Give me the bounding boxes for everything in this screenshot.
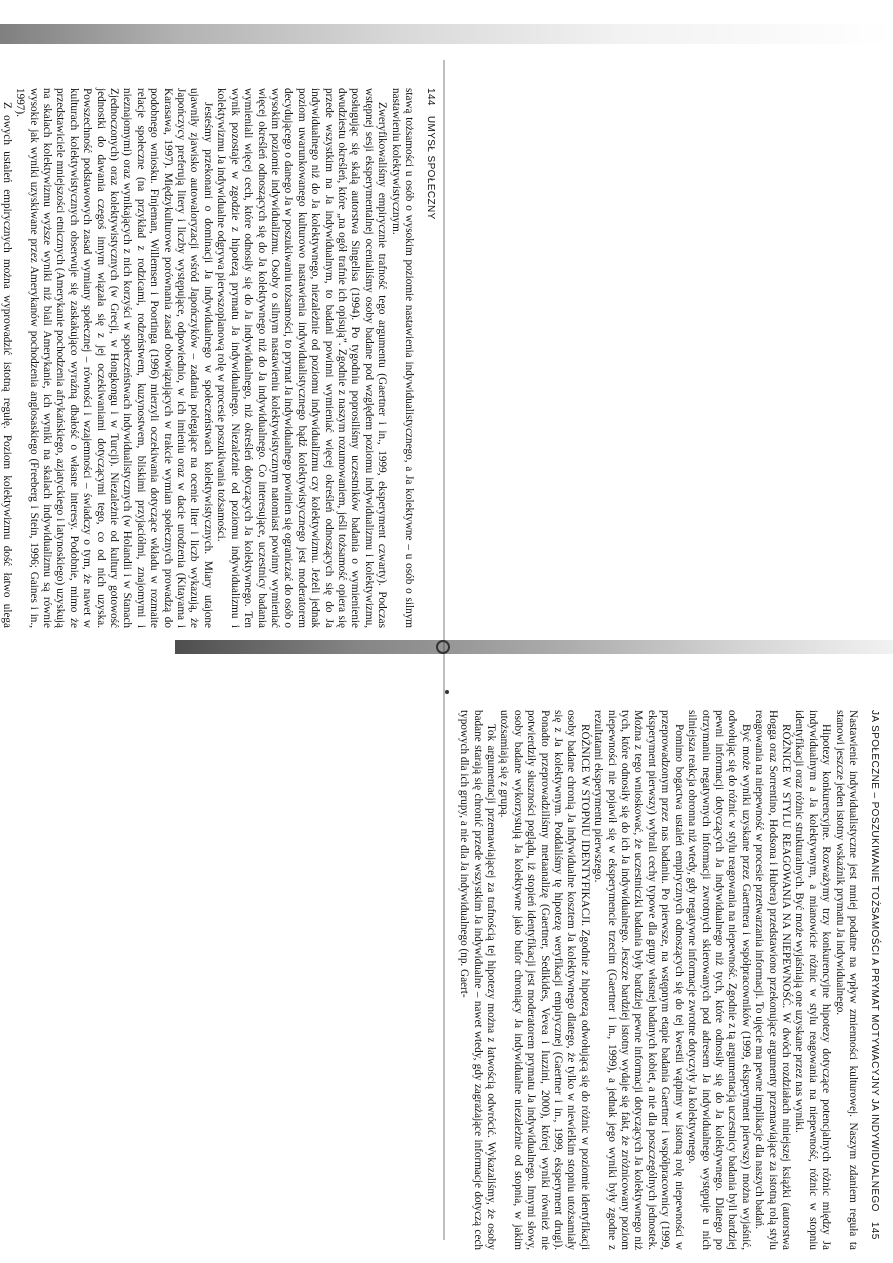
running-head-title: UMYSŁ SPOŁECZNY xyxy=(425,115,436,220)
scan-artifact-middle xyxy=(175,640,893,654)
paragraph: stawą tożsamości u osób o wysokim poziomie nastawienia indywidualistycznego, a Ja kolektywne – u osób o silnym nastawieniu kolektywistycznym. xyxy=(389,88,415,628)
scan-artifact-top xyxy=(0,24,893,44)
running-head-title: JA SPOŁECZNE – POSZUKIWANIE TOŻSAMOŚCI A PRYMAT MOTYWACYJNY JA INDYWIDUALNEGO xyxy=(869,710,880,1212)
running-head-left xyxy=(425,88,436,628)
body-text-left xyxy=(0,88,415,628)
paragraph: Pomimo bogactwa ustaleń empirycznych odnoszących się do tej kwestii wątpimy w istotną rolę niepewności w przeprowadzonym przez nas badaniu. Po pierwsze, na wstępnym etapie badania Gaertner i współpracownicy (1999, eksperyment pierwszy) wybrali cechy typowe dla grupy własnej badanych kobiet, a nie dla poszczególnych jednostek. Można z tego wnioskować, że uczestniczki badania były bardziej pewne informacji dotyczących Ja kolektywnego niż tych, które odnosiły się do ich Ja indywidualnego. Jeszcze bardziej istotny wydaje się fakt, że zróżnicowany poziom niepewności nie pojawił się w eksperymencie trzecim (Gaertner i in., 1999), a jednak jego wyniki były zgodne z rezultatami eksperymentu pierwszego. xyxy=(592,710,685,1250)
scan-dot xyxy=(445,690,449,694)
paragraph: Nastawienie indywidualistyczne jest mniej podatne na wpływ zmienności kulturowej. Naszym zdaniem reguła ta stanowi jeszcze jeden istotny wskaźnik prymatu Ja indywidualnego. xyxy=(833,710,859,1250)
paragraph: RÓŻNICE W STOPNIU IDENTYFIKACJI. Zgodnie z hipotezą odwołującą się do różnic w poziomie identyfikacji osoby badane chronią Ja indywidualne kosztem Ja kolektywnego dlatego, że tylko w niewielkim stopniu utożsamiały się z Ja kolektywnym. Poddaliśmy tę hipotezę weryfikacji empirycznej (Gaertner i in., 1999, eksperyment drugi). Ponadto przeprowadziliśmy metaanalizę (Gaertner, Sedikides, Vevea i Iuzzini, 2000), której wyniki również nie potwierdziły słuszności poglądu, iż stopień identyfikacji jest moderatorem prymatu Ja indywidualnego. Innymi słowy, osoby badane wykorzystują Ja kolektywne jako bufor chroniący Ja indywidualne niezależnie od stopnia, w jakim utożsamiają się z grupą. xyxy=(498,710,591,1250)
running-head-right xyxy=(869,710,880,1250)
paragraph: Być może wyniki uzyskane przez Gaertnera i współpracowników (1999, eksperyment pierwszy) można wyjaśnić, odwołując się do różnic w stylu reagowania na niepewność. Zgodnie z tą argumentacją uczestnicy badania byli bardziej pewni informacji dotyczących Ja indywidualnego niż tych, które odnosiły się do Ja kolektywnego. Dlatego po otrzymaniu negatywnych informacji zwrotnych skierowanych pod adresem Ja indywidualnego występuje u nich silniejsza reakcja obronna niż wtedy, gdy negatywne informacje zwrotne dotyczyły Ja kolektywnego. xyxy=(686,710,752,1250)
paragraph: Hipotezy konkurencyjne. Rozważymy trzy konkurencyjne hipotezy dotyczące potencjalnych różnic między Ja indywidualnym a Ja kolektywnym, a mianowicie różnic w stylu reagowania na niepewność, różnic w stopniu identyfikacji oraz różnic strukturalnych. Być może wyjaśniają one uzyskane przez nas wyniki. xyxy=(793,710,833,1250)
paragraph: RÓŻNICE W STYLU REAGOWANIA NA NIEPEWNOŚĆ. W dwóch rozdziałach niniejszej książki (autorstwa Hogga oraz Sorrentino, Hodsona i Hubera) przedstawiono przekonujące argumenty przemawiające za istotną rolą stylu reagowania na niepewność w procesie przetwarzania informacji. To ujęcie ma pewne implikacje dla naszych badań. xyxy=(753,710,792,1250)
binding-hole xyxy=(436,640,450,654)
paragraph: Tok argumentacji przemawiającej za trafnością tej hipotezy można z łatwością odwrócić. Wykazaliśmy, że osoby badane starają się chronić przede wszystkim Ja indywidualne – nawet wtedy, gdy zagrażające informacje dotyczą cech typowych dla ich grupy, a nie dla Ja indywidualnego (np. Gaert- xyxy=(458,710,498,1250)
body-text-right xyxy=(457,710,859,1250)
paragraph: Jesteśmy przekonani o dominacji Ja indywidualnego w społeczeństwach kolektywistycznych. Miary utajone ujawniły zjawisko autowaloryzacji wśród Japończyków – zadania polegające na ocenie liter i liczb wykazują, że Japończycy preferują litery i liczby występujące, odpowiednio, w ich imieniu oraz w dacie urodzenia (Kitayama i Karasawa, 1997). Międzykulturowe porównania zasad obowiązujących w trakcie wymian społecznych prowadzą do podobnego wniosku. Finjeman, Willemsen i Poortinga (1996) mierzyli oczekiwania dotyczące wkładu w rozmaite relacje społeczne (na przykład z rodzicami, rodzeństwem, kuzynostwem, bliskimi przyjaciółmi, znajomymi i nieznajomymi) oraz wynikających z nich korzyści w społeczeństwach indywidualistycznych (w Holandii i w Stanach Zjednoczonych) oraz kolektywistycznych (w Grecji, w Hongkongu i w Turcji). Niezależnie od kultury gotowość jednostki do dawania czegoś innym wiązała się z jej oczekiwaniami dotyczącymi tego, co od nich uzyska. Powszechność podstawowych zasad wymiany społecznej – równości i wzajemności – świadczy o tym, że nawet w kulturach kolektywistycznych obserwuje się zaskakująco wyraźną dbałość o własne interesy. Podobnie, mimo że przedstawiciele mniejszości etnicznych (Amerykanie pochodzenia afrykańskiego, azjatyckiego i latynoskiego) uzyskują na skalach kolektywizmu wyższe wyniki niż biali Amerykanie, ich wyniki na skalach indywidualizmu są równie wysokie jak wyniki uzyskiwane przez Amerykanów pochodzenia anglosaskiego (Freeberg i Stein, 1996; Gaines i in., 1997). xyxy=(14,88,214,628)
page-number: 145 xyxy=(869,1221,880,1240)
paragraph: Z owych ustaleń empirycznych można wyprowadzić istotną regułę. Poziom kolektywizmu dość łatwo ulega xyxy=(0,102,13,628)
right-book-page xyxy=(460,710,880,1250)
paragraph: Zweryfikowaliśmy empirycznie trafność tego argumentu (Gaertner i in., 1999, eksperyment czwarty). Podczas wstępnej sesji eksperymentalnej ocenialiśmy osoby badane pod względem poziomu indywidualizmu i kolektywizmu, posługując się skalą autorstwa Singelisa (1994). Po tygodniu poprosiliśmy uczestników badania o wymienienie dwudziestu określeń, które „na ogół trafnie ich opisują”. Zgodnie z naszym rozumowaniem, jeśli tożsamość opiera się przede wszystkim na Ja indywidualnym, to badani powinni wymieniać więcej określeń odnoszących się do Ja indywidualnego niż do Ja kolektywnego, niezależnie od poziomu indywidualizmu czy kolektywizmu. Jeżeli jednak poziom uwarunkowanego kulturowo nastawienia indywidualistycznego bądź kolektywistycznego jest moderatorem decydującego o danego Ja w poszukiwaniu tożsamości, to prymat Ja indywidualnego powinien się ograniczać do osób o wysokim poziomie indywidualizmu. Osoby o silnym nastawieniu kolektywistycznym natomiast powinny wymieniać więcej określeń odnoszących się do Ja kolektywnego niż do Ja indywidualnego. Co interesujące, uczestnicy badania wymieniali więcej cech, które odnosiły się do Ja indywidualnego, niż określeń dotyczących Ja kolektywnego. Ten wynik pozostaje w zgodzie z hipotezą prymatu Ja indywidualnego. Niezależnie od poziomu indywidualizmu i kolektywizmu Ja indywidualne odgrywa pierwszoplanową rolę w procesie poszukiwania tożsamości. xyxy=(215,88,389,628)
left-book-page xyxy=(0,88,436,628)
page-number: 144 xyxy=(425,88,436,106)
